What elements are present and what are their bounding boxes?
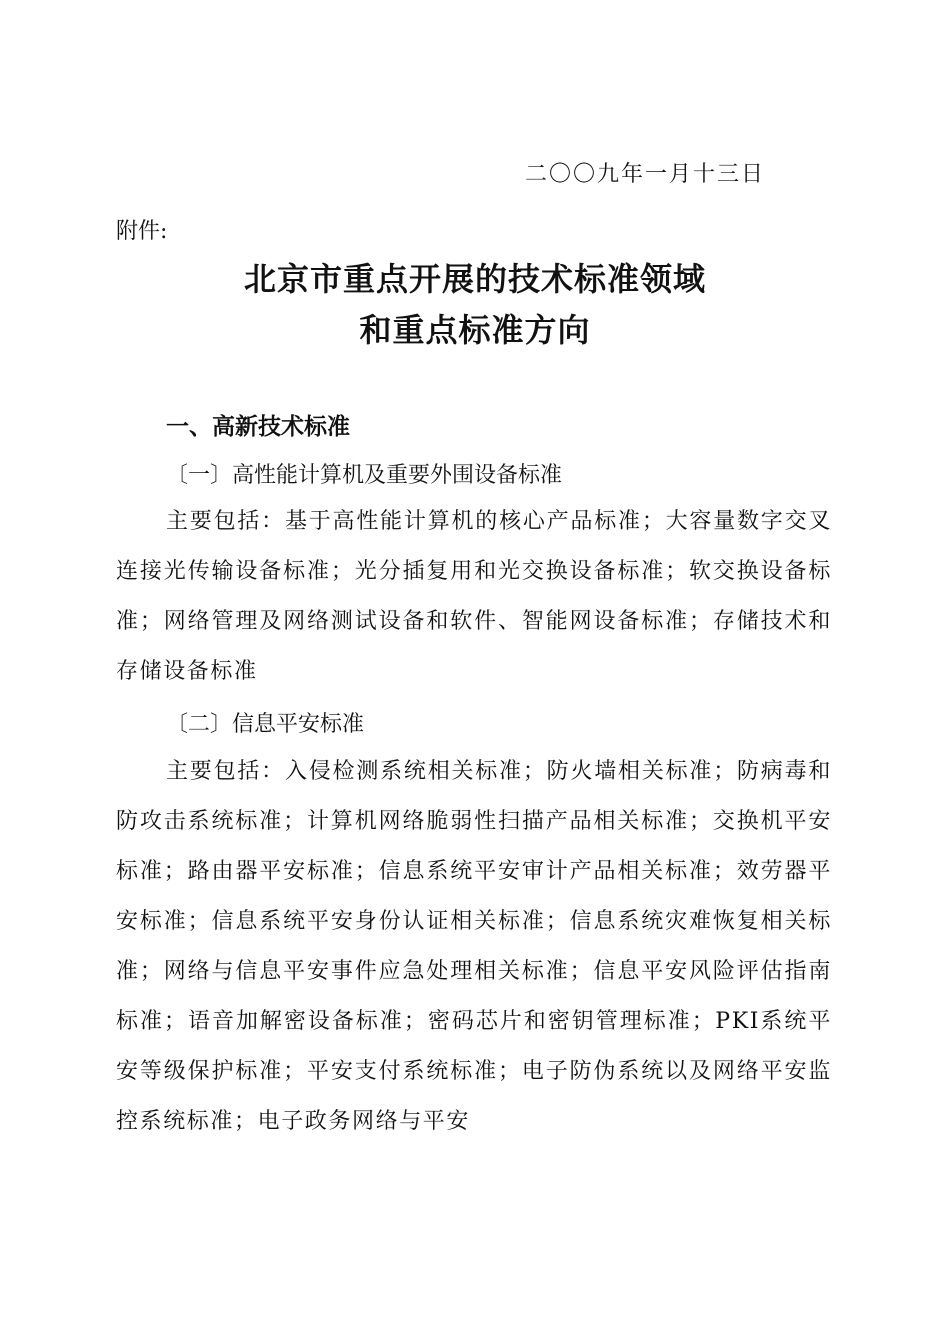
section-heading-high-tech: 一、高新技术标准	[166, 414, 350, 440]
document-title-line-2: 和重点标准方向	[359, 311, 591, 349]
subsection-heading-security: 〔二〕信息平安标准	[166, 712, 365, 737]
attachment-label: 附件:	[116, 219, 168, 244]
subsection-body-computing: 主要包括：基于高性能计算机的核心产品标准；大容量数字交叉连接光传输设备标准；光分插复用和光交换设备标准；软交换设备标准；网络管理及网络测试设备和软件、智能网设备标准；存储技术和存储设备标准	[116, 509, 832, 684]
subsection-heading-computing: 〔一〕高性能计算机及重要外围设备标准	[166, 463, 563, 488]
subsection-body-security: 主要包括：入侵检测系统相关标准；防火墙相关标准；防病毒和防攻击系统标准；计算机网络脆弱性扫描产品相关标准；交换机平安标准；路由器平安标准；信息系统平安审计产品相关标准；效劳器平安标准；信息系统平安身份认证相关标准；信息系统灾难恢复相关标准；网络与信息平安事件应急处理相关标准；信息平安风险评估指南标准；语音加解密设备标准；密码芯片和密钥管理标准；PKI系统平安等级保护标准；平安支付系统标准；电子防伪系统以及网络平安监控系统标准；电子政务网络与平安	[116, 759, 832, 1134]
document-date: 二〇〇九年一月十三日	[525, 162, 766, 187]
document-title-line-1: 北京市重点开展的技术标准领域	[243, 260, 706, 298]
